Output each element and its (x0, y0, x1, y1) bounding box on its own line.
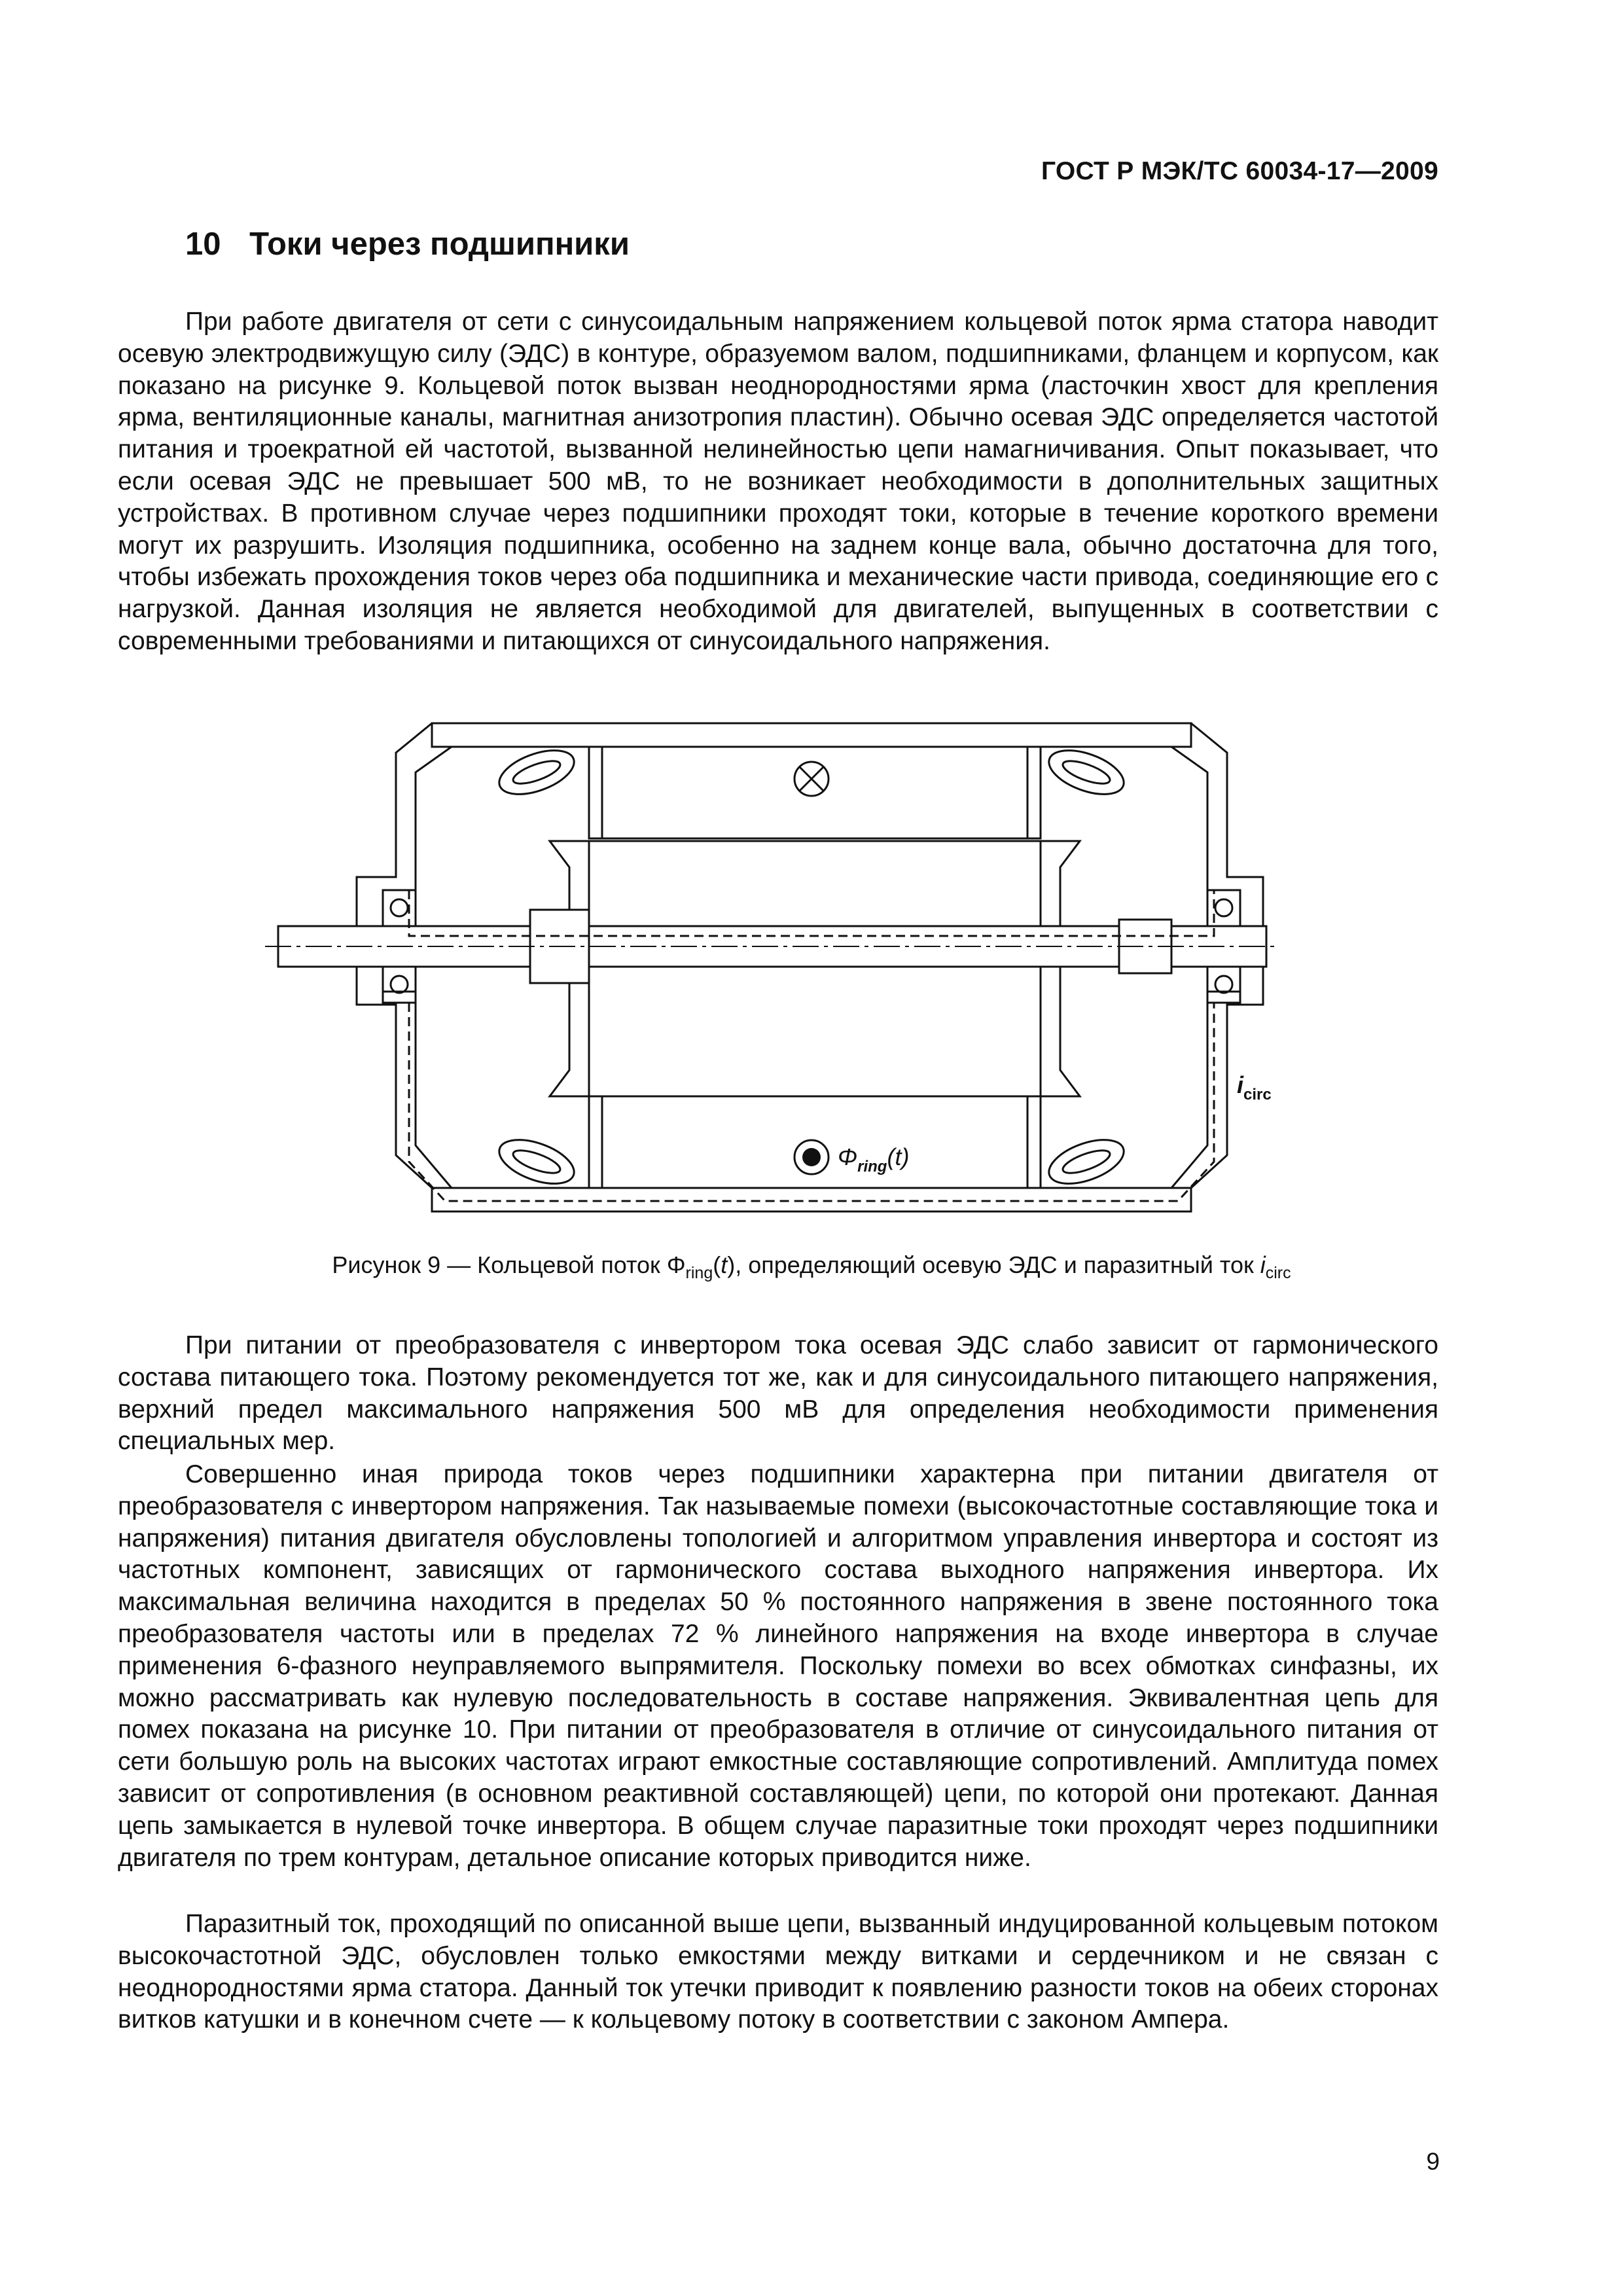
paragraph-4: Паразитный ток, проходящий по описанной выше цепи, вызванный индуцированной кольцевым потоком высокочастотной ЭДС, обусловлен только емкостями между витками и сердечником и не связан с неоднородностями ярма статора. Данный ток утечки приводит к появлению разности токов на обеих сторонах витков катушки и в конечном счете — к кольцевому потоку в соответствии с законом Ампера. (118, 1910, 1438, 2034)
bearing-left-bottom (383, 967, 416, 1003)
winding-bottom-right (1043, 1131, 1130, 1193)
bearing-right-bottom (1207, 967, 1240, 1003)
caption-current-symbol: i (1260, 1251, 1266, 1278)
page-number: 9 (1426, 2148, 1440, 2175)
caption-middle: , определяющий осевую ЭДС и паразитный ток (735, 1251, 1260, 1278)
winding-top-right (1043, 742, 1130, 803)
flux-arg: (t) (887, 1143, 910, 1170)
winding-bottom-left (493, 1131, 580, 1193)
flux-subscript: ring (857, 1158, 887, 1175)
paragraph-1: При работе двигателя от сети с синусоидальным напряжением кольцевой поток ярма статора наводит осевую электродвижущую силу (ЭДС) в контуре, образуемом валом, подшипниками, фланцем и корпусом, как показано на рисунке 9. Кольцевой поток вызван неоднородностями ярма (ласточкин хвост для крепления ярма, вентиляционные каналы, магнитная анизотропия пластин). Обычно осевая ЭДС определяется частотой питания и троекратной ей частотой, вызванной нелинейностью цепи намагничивания. Опыт показывает, что если осевая ЭДС не превышает 500 мВ, то не возникает необходимости в дополнительных защитных устройствах. В противном случае через подшипники проходят токи, которые в течение короткого времени могут их разрушить. Изоляция подшипника, особенно на заднем конце вала, обычно достаточна для того, чтобы избежать прохождения токов через оба подшипника и механические части привода, соединяющие его с нагрузкой. Данная изоляция не является необходимой для двигателей, выпущенных в соответствии с современными требованиями и питающихся от синусоидального напряжения. (118, 308, 1438, 655)
current-symbol: i (1237, 1071, 1244, 1098)
flux-label (838, 1143, 909, 1175)
current-label (1237, 1071, 1272, 1103)
bearing-right-top (1207, 890, 1240, 926)
flux-out-of-page-symbol (794, 1140, 829, 1174)
paragraph-3: Совершенно иная природа токов через подшипники характерна при питании двигателя от преобразователя с инвертором напряжения. Так называемые помехи (высокочастотные составляющие тока и напряжения) питания двигателя обусловлены топологией и алгоритмом управления инвертора и состоят из частотных компонент, зависящих от гармонического состава выходного напряжения инвертора. Их максимальная величина находится в пределах 50 % постоянного напряжения в звене постоянного тока преобразователя частоты или в пределах 72 % линейного напряжения на входе инвертора в случае применения 6-фазного неуправляемого выпрямителя. Поскольку помехи во всех обмотках синфазны, их можно рассматривать как нулевую последовательность в составе напряжения. Эквивалентная цепь для помех показана на рисунке 10. При питании от преобразователя в отличие от синусоидального питания от сети большую роль на высоких частотах играют емкостные составляющие сопротивлений. Амплитуда помех зависит от сопротивления (в основном реактивной составляющей) цепи, по которой они протекают. Данная цепь замыкается в нулевой точке инвертора. В общем случае паразитные токи проходят через подшипники двигателя по трем контурам, детальное описание которых приводится ниже. (118, 1460, 1438, 1872)
section-heading (185, 226, 630, 262)
caption-current-subscript: circ (1265, 1264, 1291, 1283)
bearing-left-top (383, 890, 416, 926)
caption-flux-arg-var: t (721, 1251, 728, 1278)
document-header: ГОСТ Р МЭК/ТС 60034-17—2009 (1041, 157, 1438, 185)
paragraph-2: При питании от преобразователя с инвертором тока осевая ЭДС слабо зависит от гармонического состава питающего тока. Поэтому рекомендуется тот же, как и для синусоидального питающего напряжения, верхний предел максимального напряжения 500 мВ для определения необходимости применения специальных мер. (118, 1331, 1438, 1456)
frame-bottom-bar (432, 1188, 1191, 1211)
current-subscript: circ (1243, 1086, 1272, 1103)
section-number: 10 (185, 226, 221, 262)
motor-cross-section-diagram (255, 694, 1368, 1244)
figure-caption (0, 1251, 1623, 1283)
caption-flux-subscript: ring (685, 1264, 713, 1283)
flux-symbol: Φ (838, 1143, 858, 1170)
flux-into-page-symbol (794, 762, 829, 796)
section-title: Токи через подшипники (249, 226, 630, 262)
caption-flux-symbol: Φ (666, 1251, 686, 1278)
caption-flux-arg-close: ) (727, 1251, 736, 1278)
rotor-core (550, 841, 1080, 1096)
frame-top-bar (432, 723, 1191, 747)
winding-top-left (493, 742, 580, 803)
caption-flux-arg-open: ( (713, 1251, 721, 1278)
caption-prefix: Рисунок 9 — Кольцевой поток (332, 1251, 667, 1278)
